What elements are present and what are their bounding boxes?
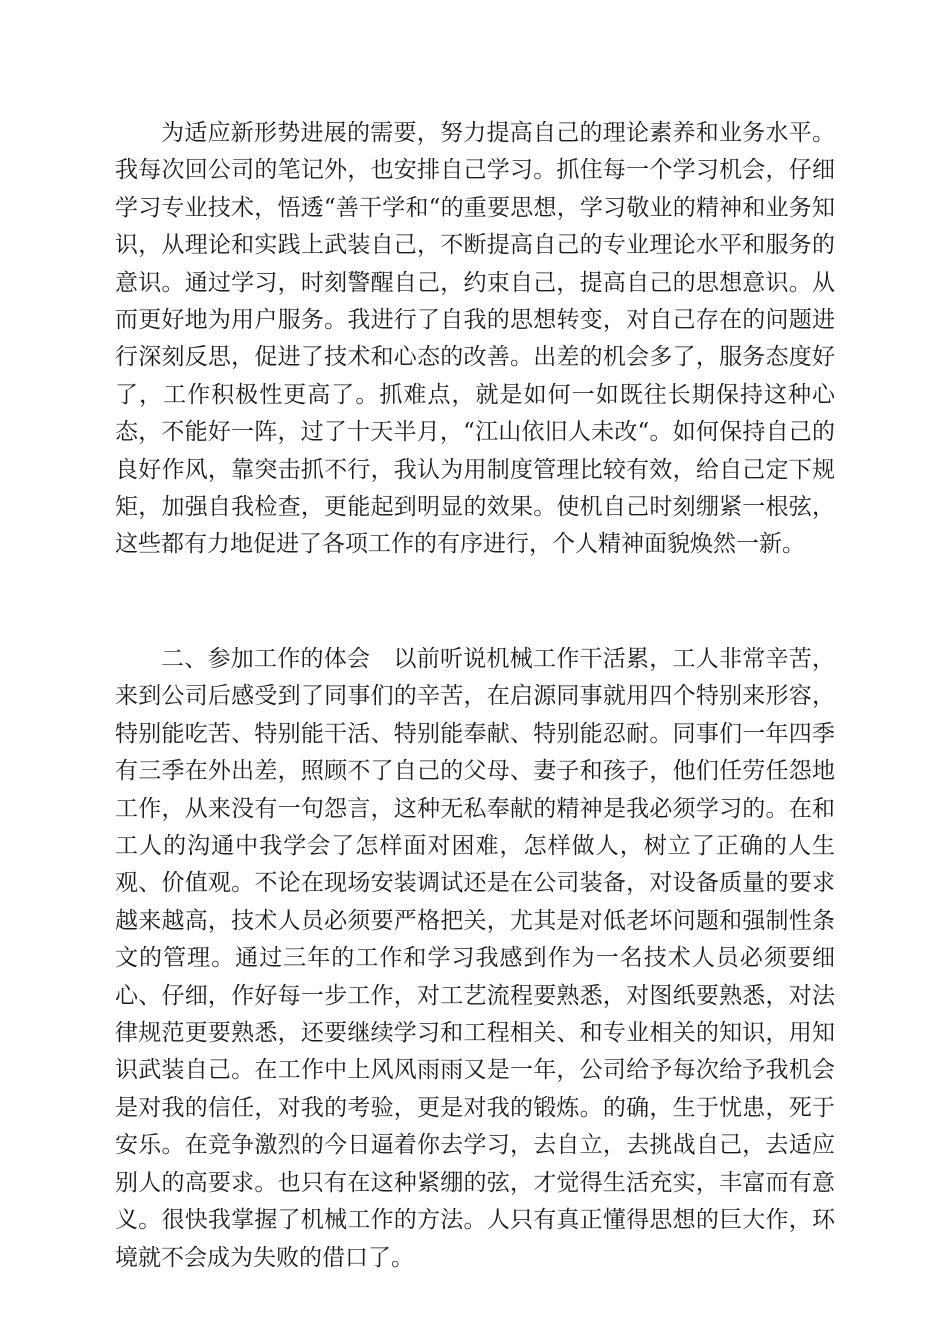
body-paragraph-1: 为适应新形势进展的需要，努力提高自己的理论素养和业务水平。我每次回公司的笔记外，也安排自己学习。抓住每一个学习机会，仔细学习专业技术，悟透“善干学和“的重要思想，学习敬业的精神和业务知识，从理论和实践上武装自己，不断提高自己的专业理论水平和服务的意识。通过学习，时刻警醒自己，约束自己，提高自己的思想意识。从而更好地为用户服务。我进行了自我的思想转变，对自己存在的问题进行深刻反思，促进了技术和心态的改善。出差的机会多了，服务态度好了，工作积极性更高了。抓难点，就是如何一如既往长期保持这种心态，不能好一阵，过了十天半月，“江山依旧人未改“。如何保持自己的良好作风，靠突击抓不行，我认为用制度管理比较有效，给自己定下规矩，加强自我检查，更能起到明显的效果。使机自己时刻绷紧一根弦，这些都有力地促进了各项工作的有序进行，个人精神面貌焕然一新。 — [115, 120, 835, 558]
body-paragraph-2: 二、参加工作的体会 以前听说机械工作干活累，工人非常辛苦，来到公司后感受到了同事们的辛苦，在启源同事就用四个特别来形容，特别能吃苦、特别能干活、特别能奉献、特别能忍耐。同事们一年四季有三季在外出差，照顾不了自己的父母、妻子和孩子，他们任劳任怨地工作，从来没有一句怨言，这种无私奉献的精神是我必须学习的。在和工人的沟通中我学会了怎样面对困难，怎样做人，树立了正确的人生观、价值观。不论在现场安装调试还是在公司装备，对设备质量的要求越来越高，技术人员必须要严格把关，尤其是对低老坏问题和强制性条文的管理。通过三年的工作和学习我感到作为一名技术人员必须要细心、仔细，作好每一步工作，对工艺流程要熟悉，对图纸要熟悉，对法律规范更要熟悉，还要继续学习和工程相关、和专业相关的知识，用知识武装自己。在工作中上风风雨雨又是一年，公司给予每次给予我机会是对我的信任，对我的考验，更是对我的锻炼。的确，生于忧患，死于安乐。在竞争激烈的今日逼着你去学习，去自立，去挑战自己，去适应别人的高要求。也只有在这种紧绷的弦，才觉得生活充实，丰富而有意义。很快我掌握了机械工作的方法。人只有真正懂得思想的巨大作，环境就不会成为失败的借口了。 — [115, 646, 835, 1271]
